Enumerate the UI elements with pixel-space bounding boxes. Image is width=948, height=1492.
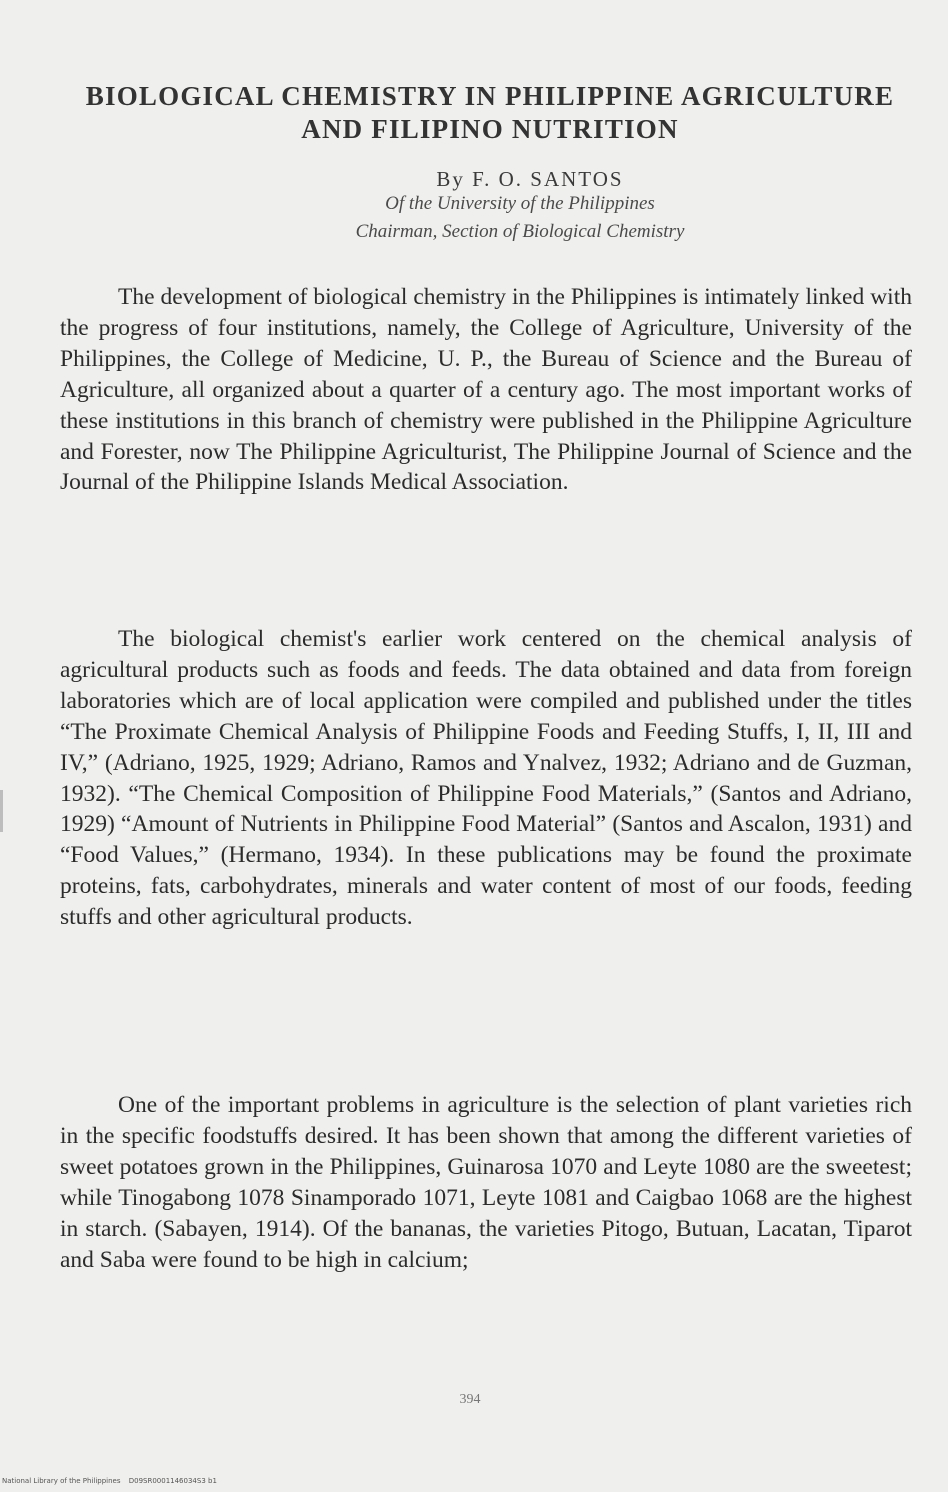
footer-identifier: D09SR0001146034S3 b1	[128, 1477, 217, 1485]
footer-source: National Library of the Philippines	[2, 1477, 121, 1485]
body-paragraph-2: The biological chemist's earlier work centered on the chemical analysis of agricultural products such as foods and feeds. The data obtained and data from foreign laboratories which are of local application were compiled and published under the titles “The Proximate Chemical Analysis of Philippine Foods and Feeding Stuffs, I, II, III and IV,” (Adriano, 1925, 1929; Adriano, Ramos and Ynalvez, 1932; Adriano and de Guzman, 1932). “The Chemical Composition of Philippine Food Materials,” (Santos and Adriano, 1929) “Amount of Nutrients in Philippine Food Material” (Santos and Ascalon, 1931) and “Food Values,” (Hermano, 1934). In these publications may be found the proximate proteins, fats, carbohydrates, minerals and water content of most of our foods, feeding stuffs and other agricultural products.	[60, 626, 912, 931]
body-paragraph-3: One of the important problems in agriculture is the selection of plant varieties rich in the specific foodstuffs desired. It has been shown that among the different varieties of sweet potatoes grown in the Philippines, Guinarosa 1070 and Leyte 1080 are the sweetest; while Tinogabong 1078 Sinamporado 1071, Leyte 1081 and Caigbao 1068 are the highest in starch. (Sabayen, 1914). Of the bananas, the varieties Pitogo, Butuan, Lacatan, Tiparot and Saba were found to be high in calcium;	[60, 1092, 912, 1273]
author-role: Chairman, Section of Biological Chemistry	[355, 221, 685, 242]
scan-margin-mark	[0, 790, 3, 832]
body-paragraph-1: The development of biological chemistry in the Philippines is intimately linked with the progress of four institutions, namely, the College of Agriculture, University of the Philippines, the College of Medicine, U. P., the Bureau of Science and the Bureau of Agriculture, all organized about a quarter of a century ago. The most important works of these institutions in this branch of chemistry were published in the Philippine Agriculture and Forester, now The Philippine Agriculturist, The Philippine Journal of Science and the Journal of the Philippine Islands Medical Association.	[60, 284, 912, 496]
author-byline: By F. O. SANTOS	[436, 167, 624, 191]
scan-footer	[2, 1477, 223, 1485]
author-affiliation: Of the University of the Philippines	[385, 193, 655, 214]
article-title: BIOLOGICAL CHEMISTRY IN PHILIPPINE AGRICULTURE AND FILIPINO NUTRITION	[85, 81, 895, 144]
page-number: 394	[459, 1392, 481, 1407]
